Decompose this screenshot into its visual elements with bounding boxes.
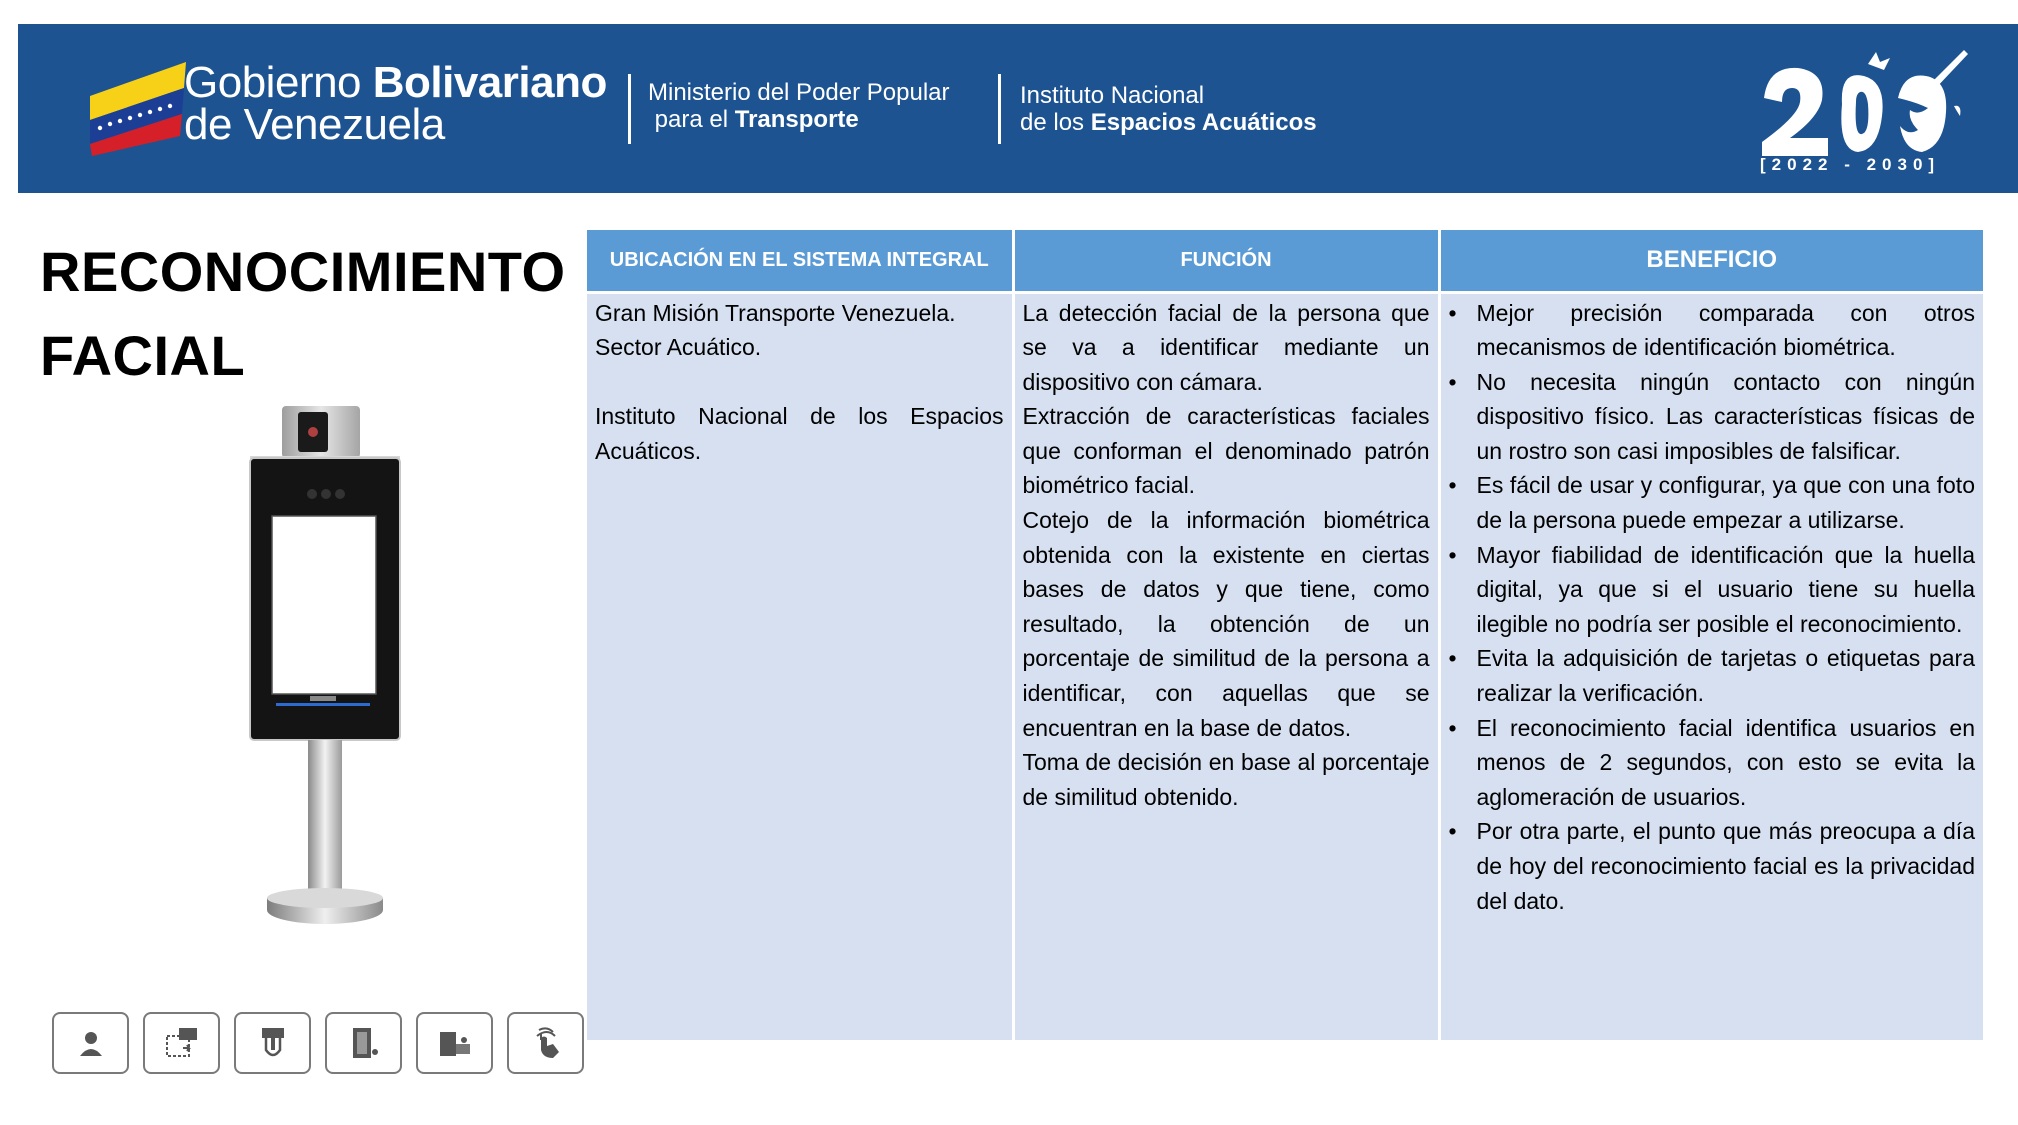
venezuela-flag-logo <box>86 58 198 156</box>
gov-line1-bold: Bolivariano <box>372 58 607 107</box>
list-item: • Por otra parte, el punto que más preocupa a día de hoy del reconocimiento facial es la privacidad del dato. <box>1449 814 1976 918</box>
funcion-paragraph: Extracción de características faciales que conforman el denominado patrón biométrico facial. <box>1022 403 1430 499</box>
info-table <box>587 230 1983 1040</box>
cell-beneficio <box>1439 292 1983 1040</box>
list-item: • No necesita ningún contacto con ningún dispositivo físico. Las características físicas de un rostro son casi imposibles de falsificar. <box>1449 365 1976 469</box>
title-line2: FACIAL <box>40 324 246 387</box>
header-beneficio: BENEFICIO <box>1439 230 1983 292</box>
page-title <box>40 230 580 398</box>
ministry-line2-regular: para el <box>654 106 735 133</box>
table-row <box>587 292 1983 1040</box>
swipe-card-icon <box>143 1012 220 1074</box>
funcion-paragraph: La detección facial de la persona que se va a identificar mediante un dispositivo con cámara. <box>1022 299 1430 395</box>
ubicacion-line: Gran Misión Transporte Venezuela. <box>595 299 956 326</box>
facial-recognition-terminal-image <box>230 398 420 938</box>
funcion-paragraph: Cotejo de la información biométrica obtenida con la existente en ciertas bases de datos y que tiene, como resultado, la obtención de un porcentaje de similitud de la persona a identificar, con aquellas que se encuentran en la base de datos. <box>1022 507 1430 741</box>
gov-line2: de Venezuela <box>184 100 445 149</box>
institute-line2-regular: de los <box>1020 109 1091 136</box>
header-divider <box>628 74 631 144</box>
gov-line1-regular: Gobierno <box>184 58 373 107</box>
table-header-row <box>587 230 1983 292</box>
fingerprint-touch-icon <box>507 1012 584 1074</box>
ministry-line1: Ministerio del Poder Popular <box>648 79 950 106</box>
cell-ubicacion <box>587 292 1013 1040</box>
ubicacion-line: Instituto Nacional de los Espacios Acuáticos. <box>595 403 1004 464</box>
beneficio-list <box>1449 296 1976 919</box>
title-line1: RECONOCIMIENTO <box>40 240 566 303</box>
funcion-paragraph: Toma de decisión en base al porcentaje de similitud obtenido. <box>1022 749 1430 810</box>
institute-name <box>1020 82 1317 136</box>
turnstile-icon <box>416 1012 493 1074</box>
list-item: • Es fácil de usar y configurar, ya que con una foto de la persona puede empezar a utilizarse. <box>1449 468 1976 537</box>
thermometer-hand-icon <box>234 1012 311 1074</box>
face-scan-icon <box>52 1012 129 1074</box>
header-banner <box>18 24 2018 193</box>
header-divider <box>998 74 1001 144</box>
anniversary-years: [2022 - 2030] <box>1760 155 1941 174</box>
header-funcion: FUNCIÓN <box>1013 230 1439 292</box>
list-item: • Mayor fiabilidad de identificación que la huella digital, ya que si el usuario tiene su huella ilegible no podría ser posible el reconocimiento. <box>1449 538 1976 642</box>
list-item: • Evita la adquisición de tarjetas o etiquetas para realizar la verificación. <box>1449 641 1976 710</box>
ministry-line2-bold: Transporte <box>734 106 859 133</box>
list-item: • Mejor precisión comparada con otros mecanismos de identificación biométrica. <box>1449 296 1976 365</box>
list-item: • El reconocimiento facial identifica usuarios en menos de 2 segundos, con esto se evita la aglomeración de usuarios. <box>1449 711 1976 815</box>
ministry-name <box>648 79 950 133</box>
feature-icons-row <box>52 1012 584 1074</box>
government-name <box>184 58 607 149</box>
institute-line1: Instituto Nacional <box>1020 82 1205 109</box>
institute-line2-bold: Espacios Acuáticos <box>1090 109 1317 136</box>
door-access-icon <box>325 1012 402 1074</box>
ubicacion-line: Sector Acuático. <box>595 334 762 361</box>
header-ubicacion: UBICACIÓN EN EL SISTEMA INTEGRAL <box>587 230 1013 292</box>
cell-funcion <box>1013 292 1439 1040</box>
